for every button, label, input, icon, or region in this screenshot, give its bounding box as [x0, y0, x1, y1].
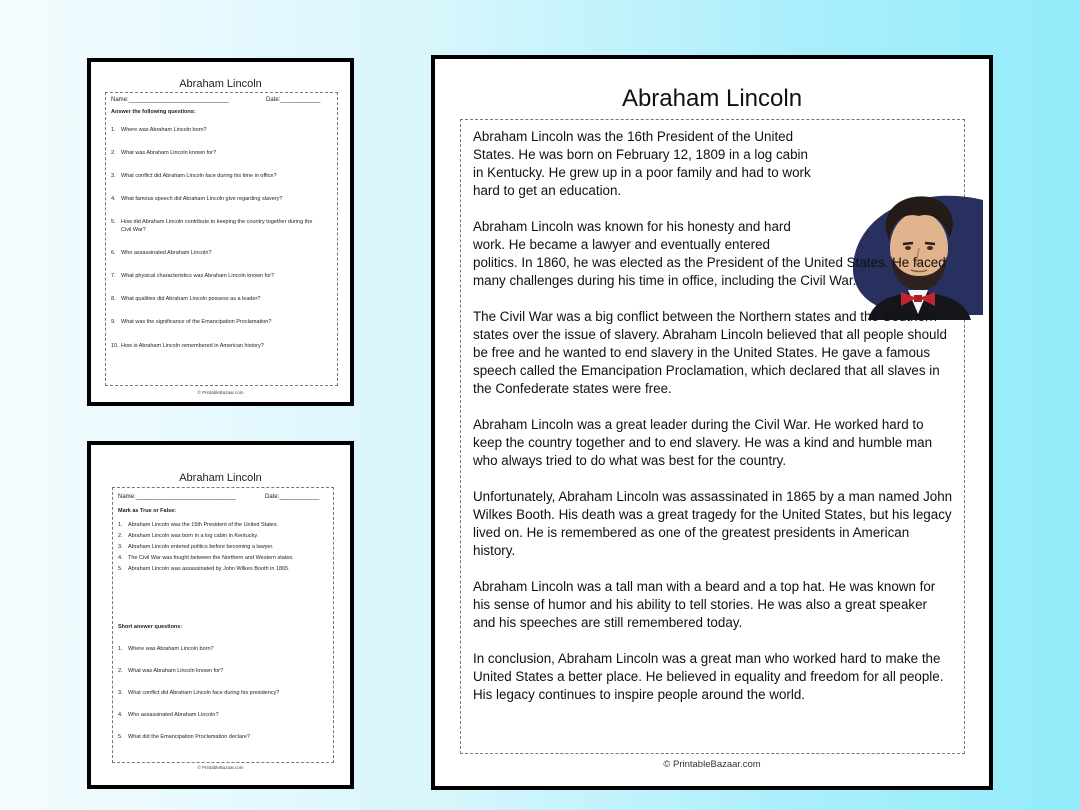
question-number: 4. [111, 196, 116, 202]
question-text: What was the significance of the Emancipation Proclamation? [121, 319, 272, 325]
short-answer-item [118, 668, 223, 674]
item-number: 3. [118, 544, 123, 550]
question-text: What qualities did Abraham Lincoln possess as a leader? [121, 296, 261, 302]
short-answer-item [118, 734, 250, 740]
question-number: 9. [111, 319, 116, 325]
instructions-heading: Answer the following questions: [111, 109, 196, 115]
question-item [111, 250, 212, 256]
question-number: 1. [111, 127, 116, 133]
question-text-continued: Civil War? [121, 227, 146, 233]
true-false-item [118, 566, 290, 572]
question-text: How did Abraham Lincoln contribute to keeping the country together during the [121, 219, 313, 225]
page-title: Abraham Lincoln [621, 85, 803, 112]
worksheet-footer: © PrintableBazaar.com [197, 765, 244, 770]
passage-box [460, 119, 965, 754]
item-text: Where was Abraham Lincoln born? [128, 646, 214, 652]
question-text: What was Abraham Lincoln known for? [121, 150, 217, 156]
question-number: 8. [111, 296, 116, 302]
true-false-item [118, 533, 258, 539]
item-text: What was Abraham Lincoln known for? [128, 668, 224, 674]
worksheet-content-box [105, 92, 338, 386]
short-answer-heading: Short answer questions: [118, 624, 183, 630]
item-text: Abraham Lincoln was born in a log cabin in Kentucky. [128, 533, 259, 539]
question-number: 5. [111, 219, 116, 225]
item-number: 5. [118, 734, 123, 740]
paragraph-7: In conclusion, Abraham Lincoln was a great man who worked hard to make the United States a better place. He believed in equality and freedom for all people. His legacy continues to inspire people around the world. [473, 651, 944, 702]
item-number: 4. [118, 712, 123, 718]
item-text: Abraham Lincoln was the 15th President of the United States. [128, 522, 279, 528]
question-item [111, 273, 274, 279]
date-field-label: Date:____________ [266, 97, 321, 103]
worksheet-footer: © PrintableBazaar.com [197, 390, 244, 395]
true-false-worksheet-thumbnail [87, 441, 354, 789]
question-item [111, 127, 207, 133]
item-text: What did the Emancipation Proclamation declare? [128, 734, 250, 740]
paragraph-3: The Civil War was a big conflict between the Northern states and the Southern states over the issue of slavery. Abraham Lincoln believed that all people should be free and he wanted to end slavery in the United States. He gave a famous speech called the Emancipation Proclamation, which declared that all slaves in the Confederate states were free. [473, 309, 947, 396]
question-number: 7. [111, 273, 116, 279]
question-text: Who assassinated Abraham Lincoln? [121, 250, 212, 256]
item-number: 1. [118, 522, 123, 528]
date-field-label: Date:____________ [265, 494, 320, 500]
question-text: How is Abraham Lincoln remembered in American history? [121, 343, 264, 349]
question-item [111, 319, 271, 325]
question-item [111, 196, 282, 202]
true-false-item [118, 555, 294, 561]
item-text: The Civil War was fought between the Northern and Western states. [128, 555, 294, 561]
item-text: Abraham Lincoln entered politics before becoming a lawyer. [128, 544, 274, 550]
short-answer-item [118, 712, 219, 718]
paragraph-6: Abraham Lincoln was a tall man with a beard and a top hat. He was known for his sense of humor and his ability to tell stories. He was also a great speaker and his speeches are still remembered today. [473, 579, 936, 630]
item-number: 1. [118, 646, 123, 652]
item-number: 5. [118, 566, 123, 572]
reading-passage-page [431, 55, 993, 790]
question-item [111, 343, 264, 349]
question-item [111, 173, 277, 179]
question-number: 3. [111, 173, 116, 179]
question-item [111, 219, 312, 233]
item-number: 2. [118, 668, 123, 674]
paragraph-2-start: Abraham Lincoln was known for his honesty and hard work. He became a lawyer and eventually entered [473, 219, 791, 252]
short-answer-item [118, 646, 214, 652]
question-text: Where was Abraham Lincoln born? [121, 127, 207, 133]
paragraph-2-end: politics. In 1860, he was elected as the President of the United States. He faced many challenges during his time in office, including the Civil War. [473, 255, 946, 288]
worksheet-title: Abraham Lincoln [179, 78, 262, 90]
item-number: 2. [118, 533, 123, 539]
true-false-heading: Mark as True or False: [118, 508, 177, 514]
paragraph-4: Abraham Lincoln was a great leader during the Civil War. He worked hard to keep the country together and to end slavery. He was a kind and humble man who always tried to do what was best for the country. [473, 417, 933, 468]
question-number: 6. [111, 250, 116, 256]
question-number: 2. [111, 150, 116, 156]
name-field-label: Name:______________________________ [111, 97, 229, 103]
question-worksheet-thumbnail [87, 58, 354, 406]
item-number: 4. [118, 555, 123, 561]
question-item [111, 296, 260, 302]
question-text: What physical characteristics was Abraham Lincoln known for? [121, 273, 275, 279]
worksheet-title: Abraham Lincoln [179, 472, 262, 484]
short-answer-item [118, 690, 279, 696]
question-text: What famous speech did Abraham Lincoln give regarding slavery? [121, 196, 283, 202]
item-text: Who assassinated Abraham Lincoln? [128, 712, 219, 718]
question-number: 10. [111, 343, 119, 349]
true-false-item [118, 544, 274, 550]
true-false-item [118, 522, 278, 528]
name-field-label: Name:______________________________ [118, 494, 236, 500]
paragraph-1: Abraham Lincoln was the 16th President of the United States. He was born on February 12, 1809 in a log cabin in Kentucky. He grew up in a poor family and had to work hard to get an education. [473, 129, 811, 198]
page-footer: © PrintableBazaar.com [663, 759, 761, 770]
paragraph-5: Unfortunately, Abraham Lincoln was assassinated in 1865 by a man named John Wilkes Booth. His death was a great tragedy for the United States, but his legacy lived on. He is remembered as one of the greatest presidents in American history. [473, 489, 953, 558]
question-item [111, 150, 216, 156]
item-text: What conflict did Abraham Lincoln face during his presidency? [128, 690, 280, 696]
worksheet-content-box [112, 487, 334, 763]
question-text: What conflict did Abraham Lincoln face during his time in office? [121, 173, 277, 179]
item-number: 3. [118, 690, 123, 696]
item-text: Abraham Lincoln was assassinated by John Wilkes Booth in 1865. [128, 566, 290, 572]
